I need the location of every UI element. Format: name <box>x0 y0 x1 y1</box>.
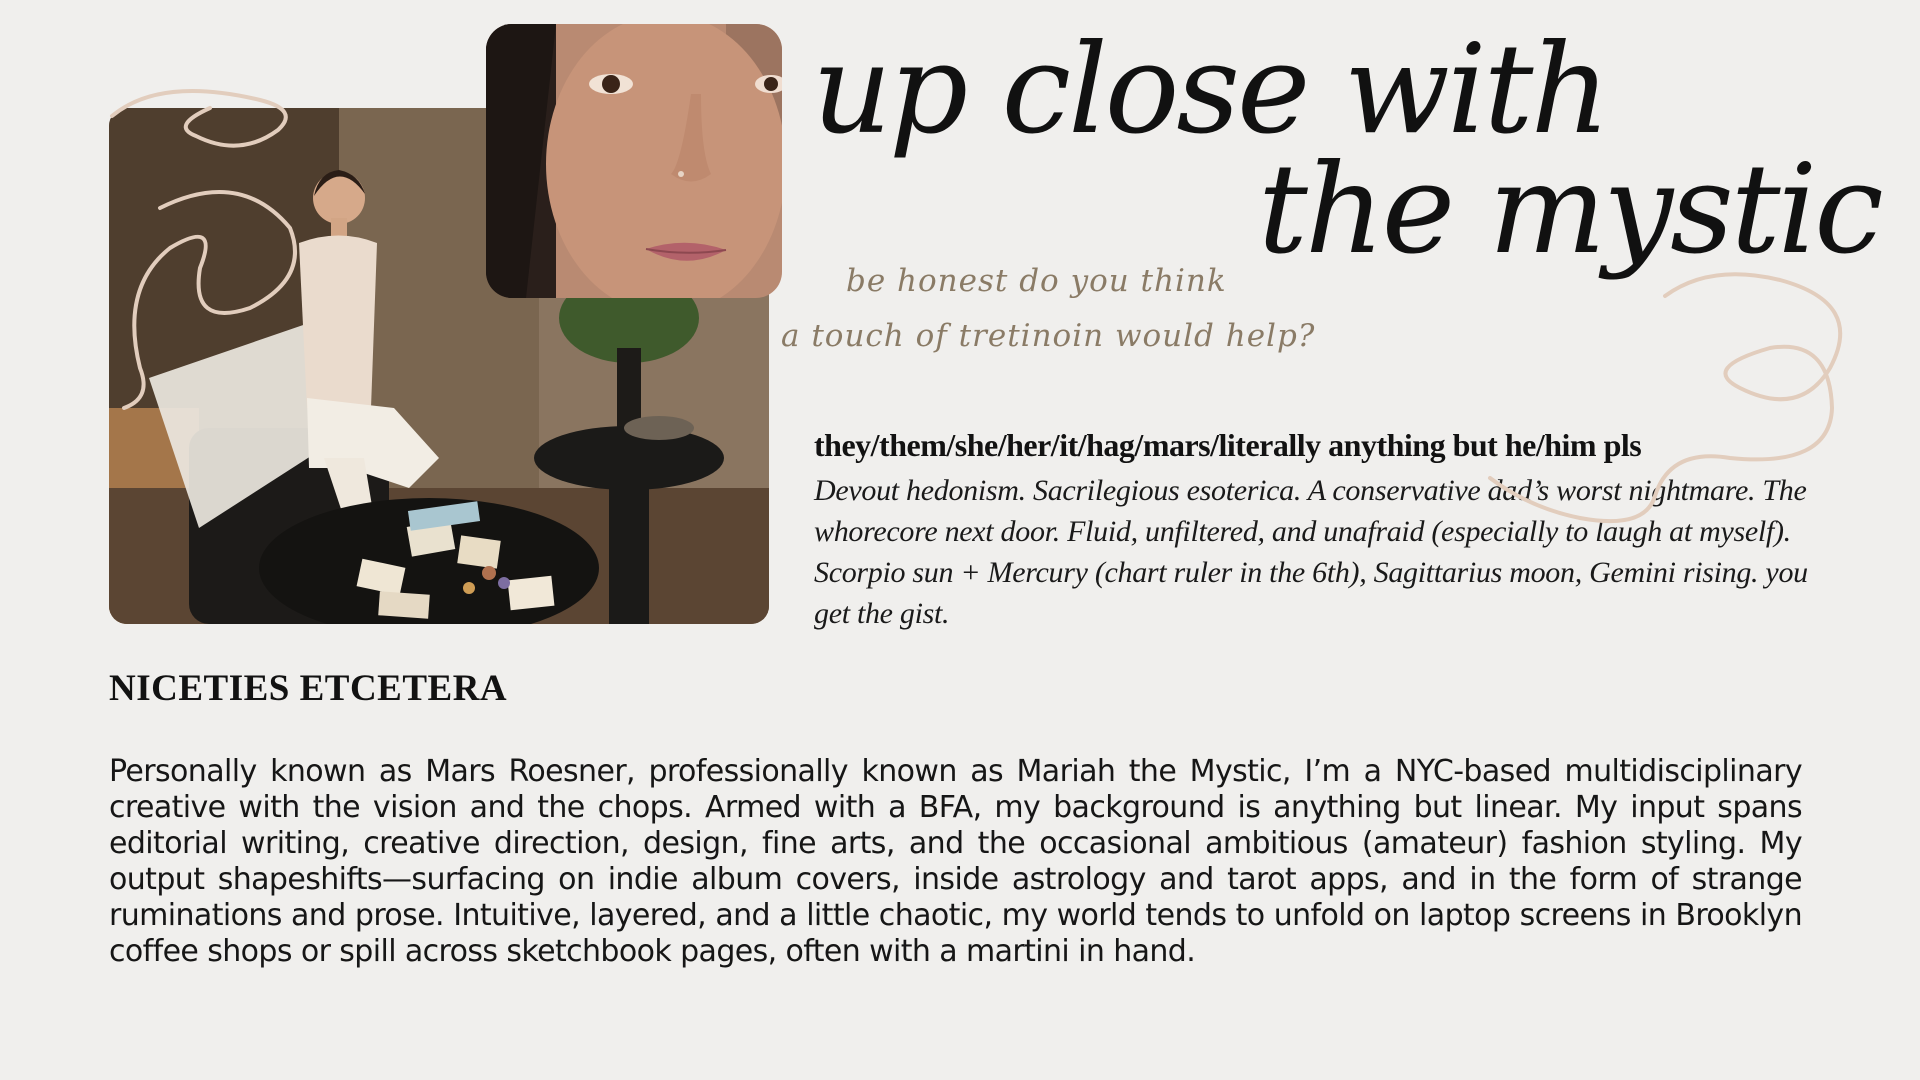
handwritten-note-line-1: be honest do you think <box>846 263 1227 299</box>
selfie-closeup-photo <box>486 24 782 298</box>
handwritten-note-line-2: a touch of tretinoin would help? <box>781 318 1316 354</box>
section-heading: NICETIES ETCETERA <box>109 668 508 709</box>
page-title-line-2: the mystic <box>1258 138 1881 282</box>
about-paragraph: Personally known as Mars Roesner, professionally known as Mariah the Mystic, I’m a NYC-based multidisciplinary creative with the vision and the chops. Armed with a BFA, my background is anything but linear. My input spans editorial writing, creative direction, design, fine arts, and the occasional ambitious (amateur) fashion styling. My output shapeshifts—surfacing on indie album covers, inside astrology and tarot apps, and in the form of strange ruminations and prose. Intuitive, layered, and a little chaotic, my world tends to unfold on laptop screens in Brooklyn coffee shops or spill across sketchbook pages, often with a martini in hand. <box>109 754 1802 969</box>
page-title-line-1: up close with <box>812 18 1608 162</box>
pronouns-line: they/them/she/her/it/hag/mars/literally anything but he/him pls <box>814 427 1642 463</box>
bio-paragraph: Devout hedonism. Sacrilegious esoterica. A conservative dad’s worst nightmare. The whorecore next door. Fluid, unfiltered, and unafraid (especially to laugh at myself). Scorpio sun + Mercury (chart ruler in the 6th), Sagittarius moon, Gemini rising. you get the gist. <box>814 474 1808 630</box>
